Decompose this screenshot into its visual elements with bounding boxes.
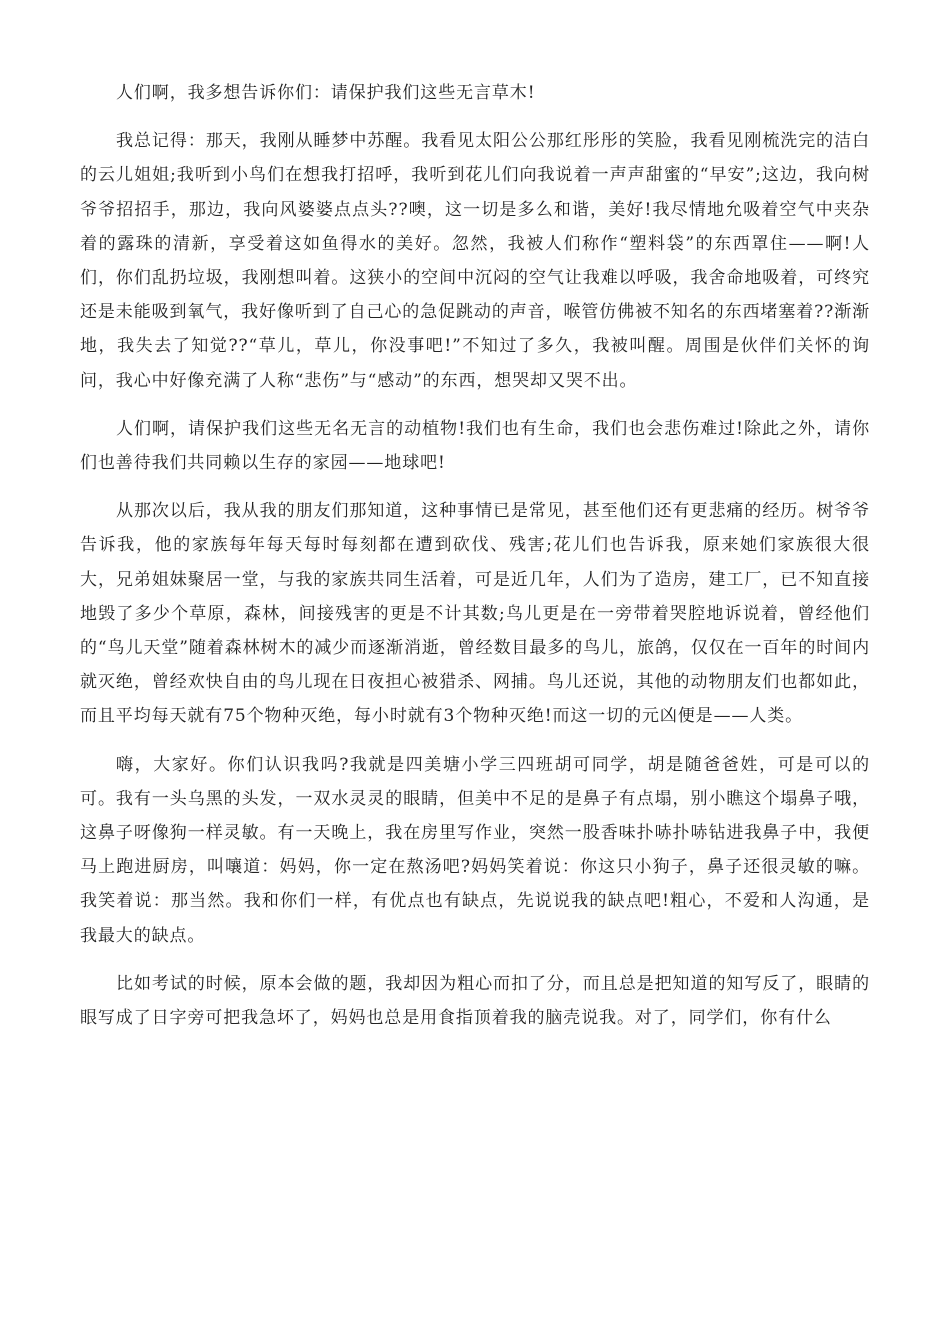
paragraph-3: 人们啊，请保护我们这些无名无言的动植物!我们也有生命，我们也会悲伤难过!除此之外，请你们也善待我们共同赖以生存的家园——地球吧! [80,418,870,474]
paragraph-1: 人们啊，我多想告诉你们：请保护我们这些无言草木! [116,83,536,103]
paragraph-6: 比如考试的时候，原本会做的题，我却因为粗心而扣了分，而且总是把知道的知写反了，眼睛的眼写成了日字旁可把我急坏了，妈妈也总是用食指顶着我的脑壳说我。对了，同学们，你有什么 [80,973,870,1029]
paragraph-4: 从那次以后，我从我的朋友们那知道，这种事情已是常见，甚至他们还有更悲痛的经历。树爷爷告诉我，他的家族每年每天每时每刻都在遭到砍伐、残害;花儿们也告诉我，原来她们家族很大很大，兄弟姐妹聚居一堂，与我的家族共同生活着，可是近几年，人们为了造房，建工厂，已不知直接地毁了多少个草原，森林，间接残害的更是不计其数;鸟儿更是在一旁带着哭腔地诉说着，曾经他们的“鸟儿天堂”随着森林树木的减少而逐渐消逝，曾经数目最多的鸟儿，旅鸽，仅仅在一百年的时间内就灭绝，曾经欢快自由的鸟儿现在日夜担心被猎杀、网捕。鸟儿还说，其他的动物朋友们也都如此，而且平均每天就有75个物种灭绝，每小时就有3个物种灭绝!而这一切的元凶便是——人类。 [80,501,870,727]
document-body [80,76,870,1049]
paragraph-2: 我总记得：那天，我刚从睡梦中苏醒。我看见太阳公公那红彤彤的笑脸，我看见刚梳洗完的洁白的云儿姐姐;我听到小鸟们在想我打招呼，我听到花儿们向我说着一声声甜蜜的“早安”;这边，我向树爷爷招招手，那边，我向风婆婆点点头??噢，这一切是多么和谐，美好!我尽情地允吸着空气中夹杂着的露珠的清新，享受着这如鱼得水的美好。忽然，我被人们称作“塑料袋”的东西罩住——啊!人们，你们乱扔垃圾，我刚想叫着。这狭小的空间中沉闷的空气让我难以呼吸，我舍命地吸着，可终究还是未能吸到氧气，我好像听到了自己心的急促跳动的声音，喉管仿佛被不知名的东西堵塞着??渐渐地，我失去了知觉??“草儿，草儿，你没事吧!”不知过了多久，我被叫醒。周围是伙伴们关怀的询问，我心中好像充满了人称“悲伤”与“感动”的东西，想哭却又哭不出。 [80,131,870,391]
paragraph-5: 嗨，大家好。你们认识我吗?我就是四美塘小学三四班胡可同学，胡是随爸爸姓，可是可以的可。我有一头乌黑的头发，一双水灵灵的眼睛，但美中不足的是鼻子有点塌，别小瞧这个塌鼻子哦，这鼻子呀像狗一样灵敏。有一天晚上，我在房里写作业，突然一股香味扑哧扑哧钻进我鼻子中，我便马上跑进厨房，叫嚷道：妈妈，你一定在熬汤吧?妈妈笑着说：你这只小狗子，鼻子还很灵敏的嘛。我笑着说：那当然。我和你们一样，有优点也有缺点，先说说我的缺点吧!粗心，不爱和人沟通，是我最大的缺点。 [80,754,870,946]
